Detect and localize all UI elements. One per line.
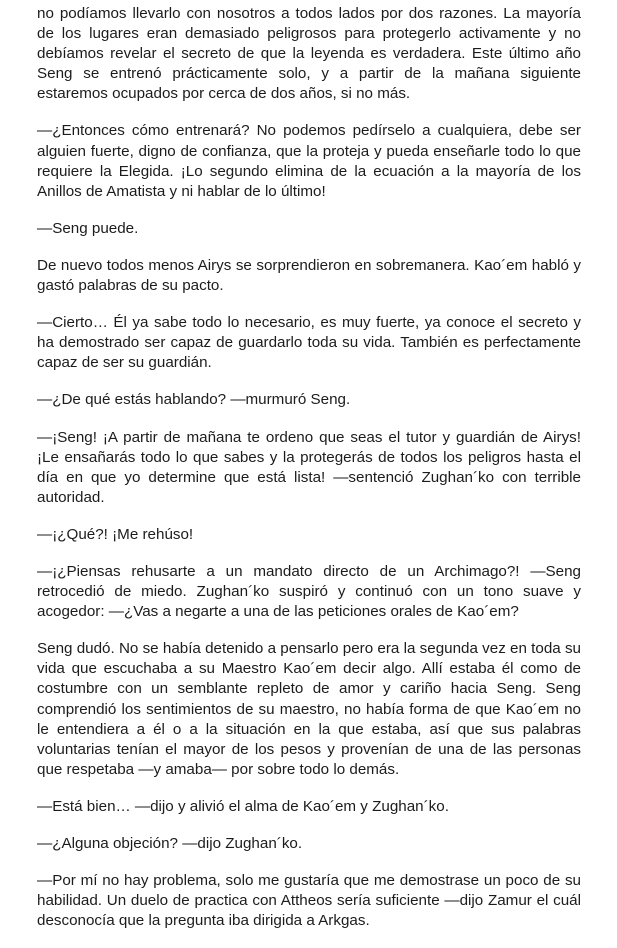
paragraph: —Seng puede. bbox=[37, 219, 139, 237]
paragraph: —¡Seng! ¡A partir de mañana te ordeno que seas el tutor y guardián de Airys! ¡Le ensañarás todo lo que sabes y la protegerás de todos los peligros hasta el día en que yo determine que está lista! —sentenció Zughan´ko con terrible autoridad. bbox=[37, 428, 581, 506]
paragraph: Seng dudó. No se había detenido a pensarlo pero era la segunda vez en toda su vida que escuchaba a su Maestro Kao´em decir algo. Allí estaba él como de costumbre con un semblante repleto de amor y cariño hacia Seng. Seng comprendió los sentimientos de su maestro, no había forma de que Kao´em no le entendiera a él o a la situación en la que estaba, así que sus palabras voluntarias tenían el mayor de los pesos y provenían de una de las personas que respetaba —y amaba— por sobre todo lo demás. bbox=[37, 640, 581, 778]
paragraph: no podíamos llevarlo con nosotros a todos lados por dos razones. La mayoría de los lugares eran demasiado peligrosos para protegerlo activamente y no debíamos revelar el secreto de que la leyenda es verdadera. Este último año Seng se entrenó prácticamente solo, y a partir de la mañana siguiente estaremos ocupados por cerca de dos años, si no más. bbox=[37, 5, 581, 103]
paragraph: —¡¿Qué?! ¡Me rehúso! bbox=[37, 525, 194, 543]
paragraph: —¡¿Piensas rehusarte a un mandato directo de un Archimago?! —Seng retrocedió de miedo. Zughan´ko suspiró y continuó con un tono suave y acogedor: —¿Vas a negarte a una de las peticiones orales de Kao´em? bbox=[37, 562, 581, 621]
paragraph: —Por mí no hay problema, solo me gustaría que me demostrase un poco de su habilidad. Un duelo de practica con Attheos sería suficiente —dijo Zamur el cuál desconocía que la pregunta iba dirigida a Arkgas. bbox=[37, 872, 581, 930]
document-page bbox=[37, 4, 581, 948]
paragraph: —¿De qué estás hablando? —murmuró Seng. bbox=[37, 391, 351, 409]
paragraph: —¿Entonces cómo entrenará? No podemos pedírselo a cualquiera, debe ser alguien fuerte, digno de confianza, que la proteja y pueda enseñarle todo lo que requiere la Elegida. ¡Lo segundo elimina de la ecuación a la mayoría de los Anillos de Amatista y ni hablar de lo último! bbox=[37, 122, 581, 200]
paragraph: De nuevo todos menos Airys se sorprendieron en sobremanera. Kao´em habló y gastó palabras de su pacto. bbox=[37, 256, 581, 295]
paragraph: —Está bien… —dijo y alivió el alma de Kao´em y Zughan´ko. bbox=[37, 797, 449, 815]
paragraph: —Cierto… Él ya sabe todo lo necesario, es muy fuerte, ya conoce el secreto y ha demostrado ser capaz de guardarlo toda su vida. También es perfectamente capaz de ser su guardián. bbox=[37, 314, 581, 372]
paragraph: —¿Alguna objeción? —dijo Zughan´ko. bbox=[37, 835, 303, 852]
